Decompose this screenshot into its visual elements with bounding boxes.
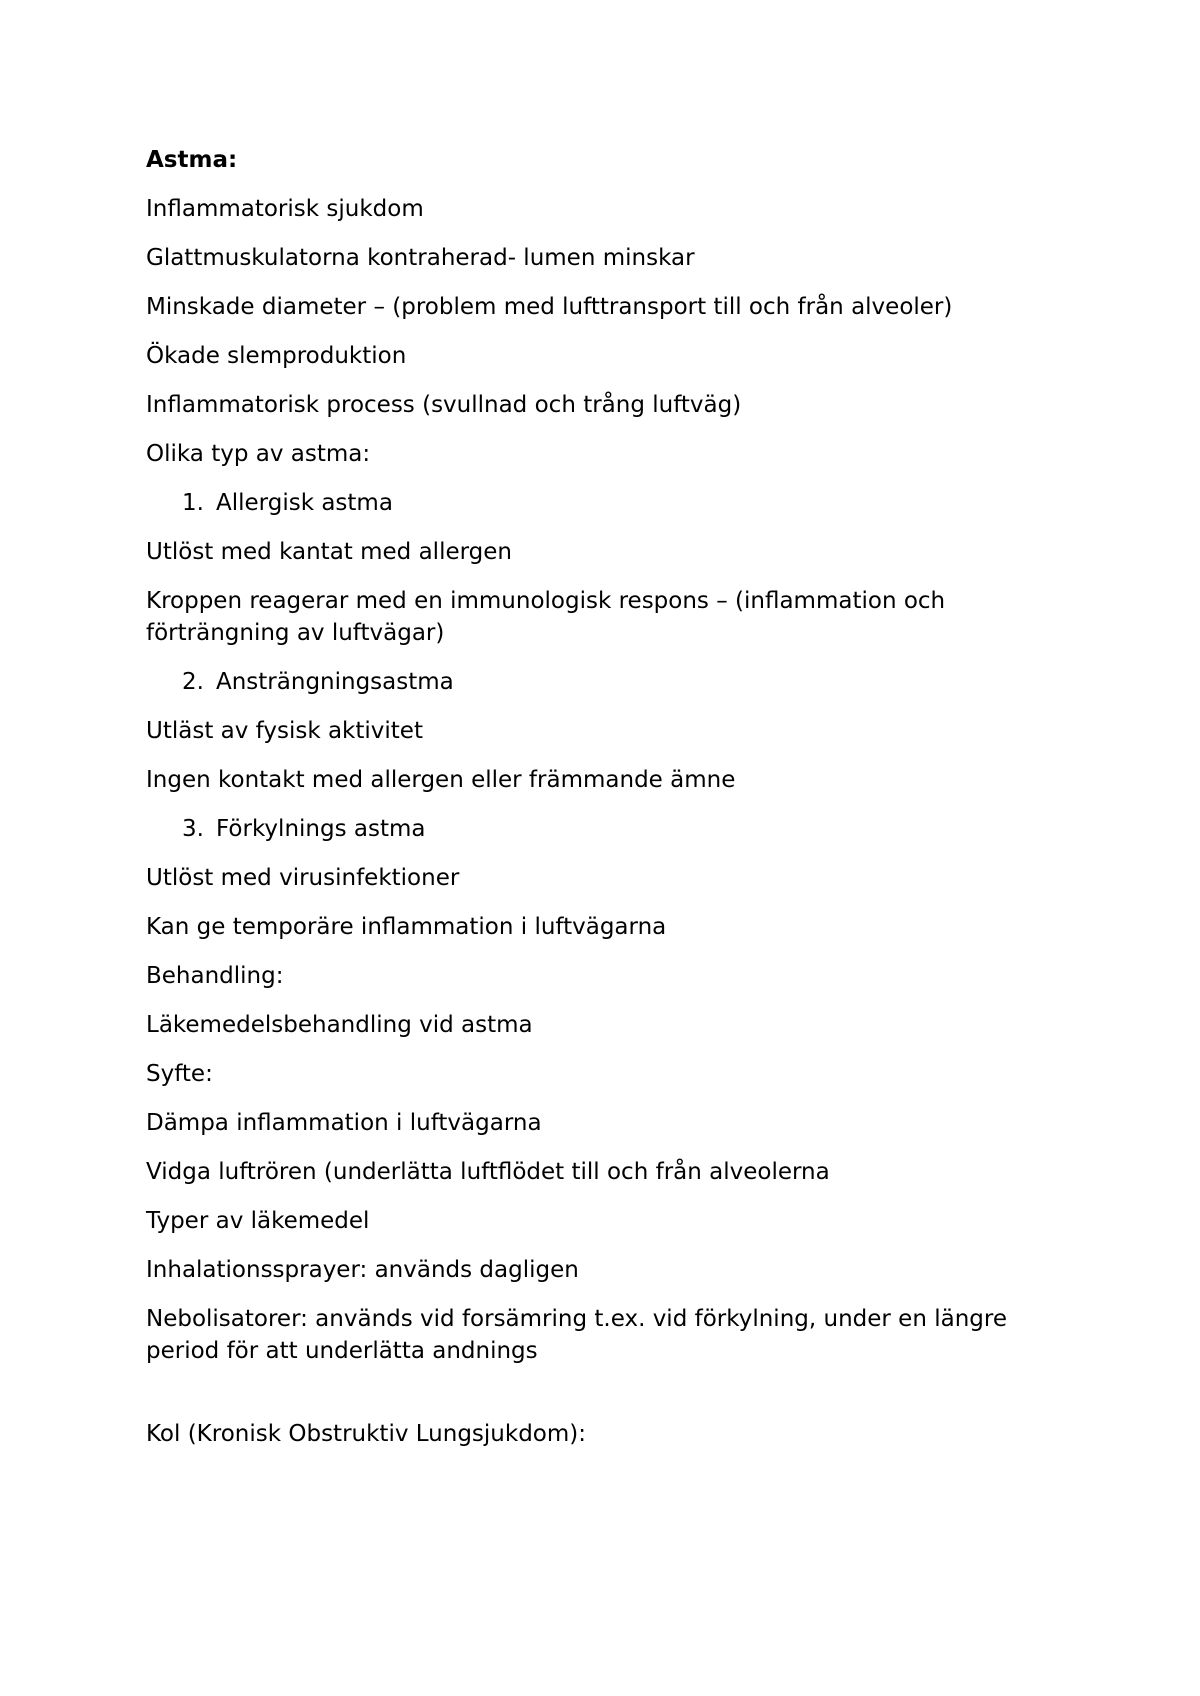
list-number: 3. xyxy=(182,816,204,842)
text-line: Typer av läkemedel xyxy=(146,1208,370,1234)
blank-line xyxy=(146,1384,1086,1418)
text-line: Utläst av fysisk aktivitet xyxy=(146,718,423,744)
list-number: 1. xyxy=(182,490,204,516)
list-label: Allergisk astma xyxy=(216,490,393,516)
text-line: Minskade diameter – (problem med lufttransport till och från alveoler) xyxy=(146,294,953,320)
document-body xyxy=(146,144,1086,1467)
list-label: Förkylnings astma xyxy=(216,816,426,842)
text-line: Vidga luftrören (underlätta luftflödet till och från alveolerna xyxy=(146,1159,830,1185)
text-line: Behandling: xyxy=(146,963,284,989)
list-item-allergisk-astma xyxy=(146,487,1086,519)
text-line: Glattmuskulatorna kontraherad- lumen minskar xyxy=(146,245,695,271)
text-line: Inflammatorisk process (svullnad och trång luftväg) xyxy=(146,392,742,418)
text-line: Utlöst med kantat med allergen xyxy=(146,539,512,565)
list-item-forkylnings-astma xyxy=(146,813,1086,845)
text-line: Olika typ av astma: xyxy=(146,441,371,467)
text-line: Dämpa inflammation i luftvägarna xyxy=(146,1110,542,1136)
list-item-anstrangningsastma xyxy=(146,666,1086,698)
text-line: Utlöst med virusinfektioner xyxy=(146,865,460,891)
text-line: Kroppen reagerar med en immunologisk respons – (inflammation och förträngning av luftvägar) xyxy=(146,588,946,646)
text-line: Ökade slemproduktion xyxy=(146,343,407,369)
text-line: Nebolisatorer: används vid forsämring t.ex. vid förkylning, under en längre period för att underlätta andnings xyxy=(146,1306,1007,1364)
text-line: Inflammatorisk sjukdom xyxy=(146,196,424,222)
text-line: Syfte: xyxy=(146,1061,213,1087)
list-number: 2. xyxy=(182,669,204,695)
text-line: Ingen kontakt med allergen eller främmande ämne xyxy=(146,767,736,793)
text-line: Inhalationssprayer: används dagligen xyxy=(146,1257,579,1283)
text-line: Kan ge temporäre inflammation i luftvägarna xyxy=(146,914,667,940)
section-title-astma: Astma: xyxy=(146,147,238,173)
list-label: Ansträngningsastma xyxy=(216,669,454,695)
text-line: Läkemedelsbehandling vid astma xyxy=(146,1012,533,1038)
section-title-kol: Kol (Kronisk Obstruktiv Lungsjukdom): xyxy=(146,1421,586,1447)
